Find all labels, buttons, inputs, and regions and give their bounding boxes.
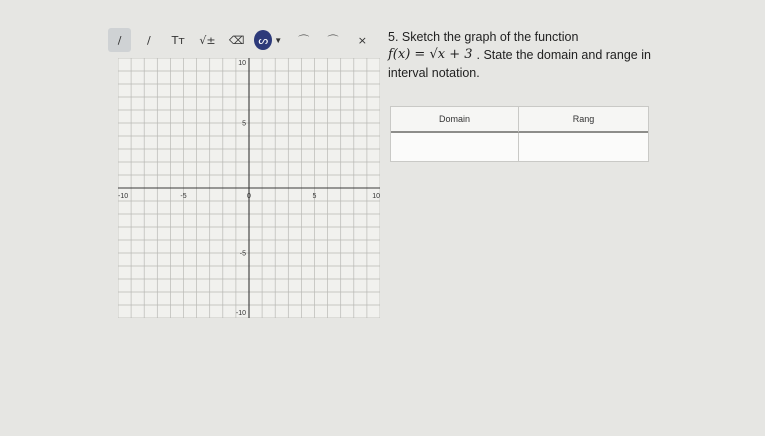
x-tick-label: 0 xyxy=(247,193,251,200)
x-tick-label: 5 xyxy=(312,193,317,200)
redo-icon[interactable]: ⌒ xyxy=(327,34,339,47)
question-line-2 xyxy=(388,46,748,64)
pencil-icon[interactable]: / xyxy=(108,28,131,52)
question-line-1: 5. Sketch the graph of the function xyxy=(388,30,579,44)
x-tick-label: 10 xyxy=(372,193,380,200)
y-tick-label: -5 xyxy=(239,250,246,258)
curve-tool-icon[interactable]: ᔕ xyxy=(254,30,272,50)
domain-header: Domain xyxy=(391,107,519,133)
line-icon[interactable]: / xyxy=(147,33,151,47)
range-input-cell[interactable] xyxy=(519,133,648,161)
answer-table xyxy=(390,106,649,162)
domain-input-cell[interactable] xyxy=(391,133,519,161)
x-tick-label: -5 xyxy=(180,193,187,200)
undo-icon[interactable]: ⌒ xyxy=(298,34,310,47)
grid-canvas[interactable] xyxy=(118,58,380,318)
x-tick-label: -10 xyxy=(118,193,129,200)
function-expression: f(x) = √x + 3 xyxy=(388,47,473,62)
y-tick-label: 10 xyxy=(238,60,246,67)
drawing-toolbar xyxy=(108,27,380,53)
y-tick-label: 5 xyxy=(242,120,246,128)
question-line-2-rest: . State the domain and range in xyxy=(476,48,651,62)
question-line-3: interval notation. xyxy=(388,66,480,80)
coordinate-grid[interactable] xyxy=(118,58,380,318)
close-icon[interactable]: × xyxy=(357,33,367,47)
math-icon[interactable]: √± xyxy=(199,33,216,47)
y-tick-label: -10 xyxy=(235,310,246,317)
question-text xyxy=(388,28,748,82)
text-icon[interactable]: Tт xyxy=(171,33,185,47)
chevron-down-icon[interactable]: ▼ xyxy=(274,35,283,45)
eraser-icon[interactable]: ⌫ xyxy=(228,33,245,47)
range-header: Rang xyxy=(519,107,648,133)
